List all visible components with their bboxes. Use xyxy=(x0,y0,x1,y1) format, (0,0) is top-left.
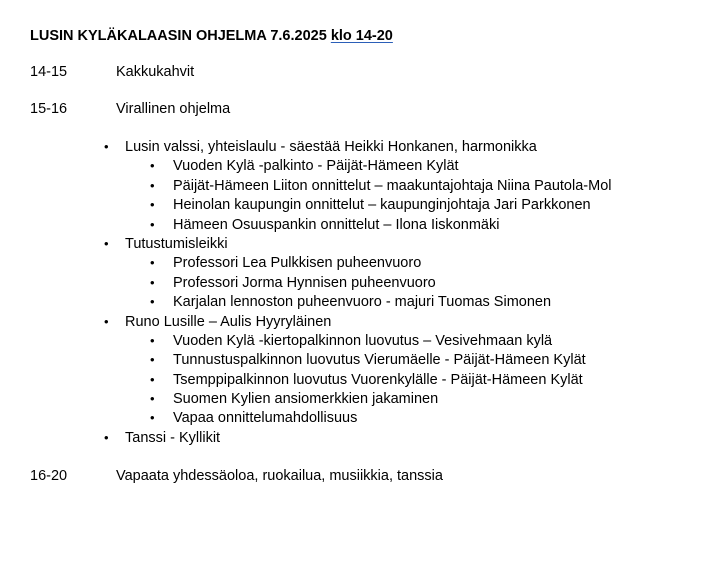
program-subitem xyxy=(0,352,708,371)
bullet-icon: • xyxy=(150,216,155,232)
bullet-icon: • xyxy=(104,139,109,154)
bullet-icon: • xyxy=(104,235,109,251)
program-item-text: Runo Lusille – Aulis Hyyryläinen xyxy=(125,313,332,330)
bullet-icon: • xyxy=(150,177,155,193)
program-item-text: Vapaa onnittelumahdollisuus xyxy=(173,410,358,427)
program-subitem xyxy=(0,158,708,177)
bullet-icon: • xyxy=(104,429,109,445)
schedule-row-16-20 xyxy=(30,468,443,484)
program-subitem xyxy=(0,178,708,197)
program-subitem xyxy=(0,391,708,410)
program-item-text: Professori Lea Pulkkisen puheenvuoro xyxy=(173,255,422,272)
program-subitem xyxy=(0,275,708,294)
bullet-icon: • xyxy=(150,410,155,426)
program-item-text: Professori Jorma Hynnisen puheenvuoro xyxy=(173,274,436,291)
bullet-icon: • xyxy=(150,274,155,290)
program-subitem xyxy=(0,255,708,274)
bullet-icon: • xyxy=(150,255,155,271)
program-subitem xyxy=(0,294,708,313)
program-item xyxy=(0,314,708,333)
program-item xyxy=(0,139,708,158)
program-list xyxy=(0,139,708,449)
program-item-text: Tunnustuspalkinnon luovutus Vierumäelle - Päijät-Hämeen Kylät xyxy=(173,352,586,369)
schedule-time: 14-15 xyxy=(30,64,68,80)
bullet-icon: • xyxy=(150,294,155,310)
schedule-row-15-16 xyxy=(30,101,230,117)
program-item-text: Karjalan lennoston puheenvuoro - majuri Tuomas Simonen xyxy=(173,294,552,311)
program-subitem xyxy=(0,197,708,216)
title-main: LUSIN KYLÄKALAASIN OHJELMA 7.6.2025 xyxy=(30,28,331,44)
program-item xyxy=(0,236,708,255)
program-subitem xyxy=(0,410,708,429)
bullet-icon: • xyxy=(104,313,109,329)
title-time: klo 14-20 xyxy=(330,28,393,44)
program-item-text: Tanssi - Kyllikit xyxy=(125,429,221,446)
schedule-row-14-15 xyxy=(30,64,194,80)
bullet-icon: • xyxy=(150,371,155,387)
bullet-icon: • xyxy=(150,332,155,348)
schedule-time: 16-20 xyxy=(30,468,68,484)
program-item-text: Vuoden Kylä -palkinto - Päijät-Hämeen Kylät xyxy=(173,158,459,175)
program-item-text: Päijät-Hämeen Liiton onnittelut – maakuntajohtaja Niina Pautola-Mol xyxy=(173,177,612,194)
program-item-text: Tsemppipalkinnon luovutus Vuorenkylälle - Päijät-Hämeen Kylät xyxy=(173,371,583,388)
program-subitem xyxy=(0,333,708,352)
schedule-time: 15-16 xyxy=(30,101,68,117)
schedule-text: Kakkukahvit xyxy=(116,64,195,80)
program-item-text: Hämeen Osuuspankin onnittelut – Ilona Iiskonmäki xyxy=(173,216,500,233)
schedule-text: Virallinen ohjelma xyxy=(116,101,231,117)
bullet-icon: • xyxy=(150,158,155,174)
program-subitem xyxy=(0,372,708,391)
bullet-icon: • xyxy=(150,352,155,368)
document-title xyxy=(30,28,393,44)
schedule-text: Vapaata yhdessäoloa, ruokailua, musiikkia, tanssia xyxy=(116,468,443,484)
program-subitem xyxy=(0,217,708,236)
bullet-icon: • xyxy=(150,391,155,407)
program-item-text: Heinolan kaupungin onnittelut – kaupunginjohtaja Jari Parkkonen xyxy=(173,197,591,214)
bullet-icon: • xyxy=(150,197,155,213)
program-item-text: Vuoden Kylä -kiertopalkinnon luovutus – Vesivehmaan kylä xyxy=(173,332,553,349)
program-item-text: Tutustumisleikki xyxy=(125,235,228,252)
program-item-text: Lusin valssi, yhteislaulu - säestää Heikki Honkanen, harmonikka xyxy=(125,139,537,155)
program-item-text: Suomen Kylien ansiomerkkien jakaminen xyxy=(173,391,439,408)
program-item xyxy=(0,430,708,449)
